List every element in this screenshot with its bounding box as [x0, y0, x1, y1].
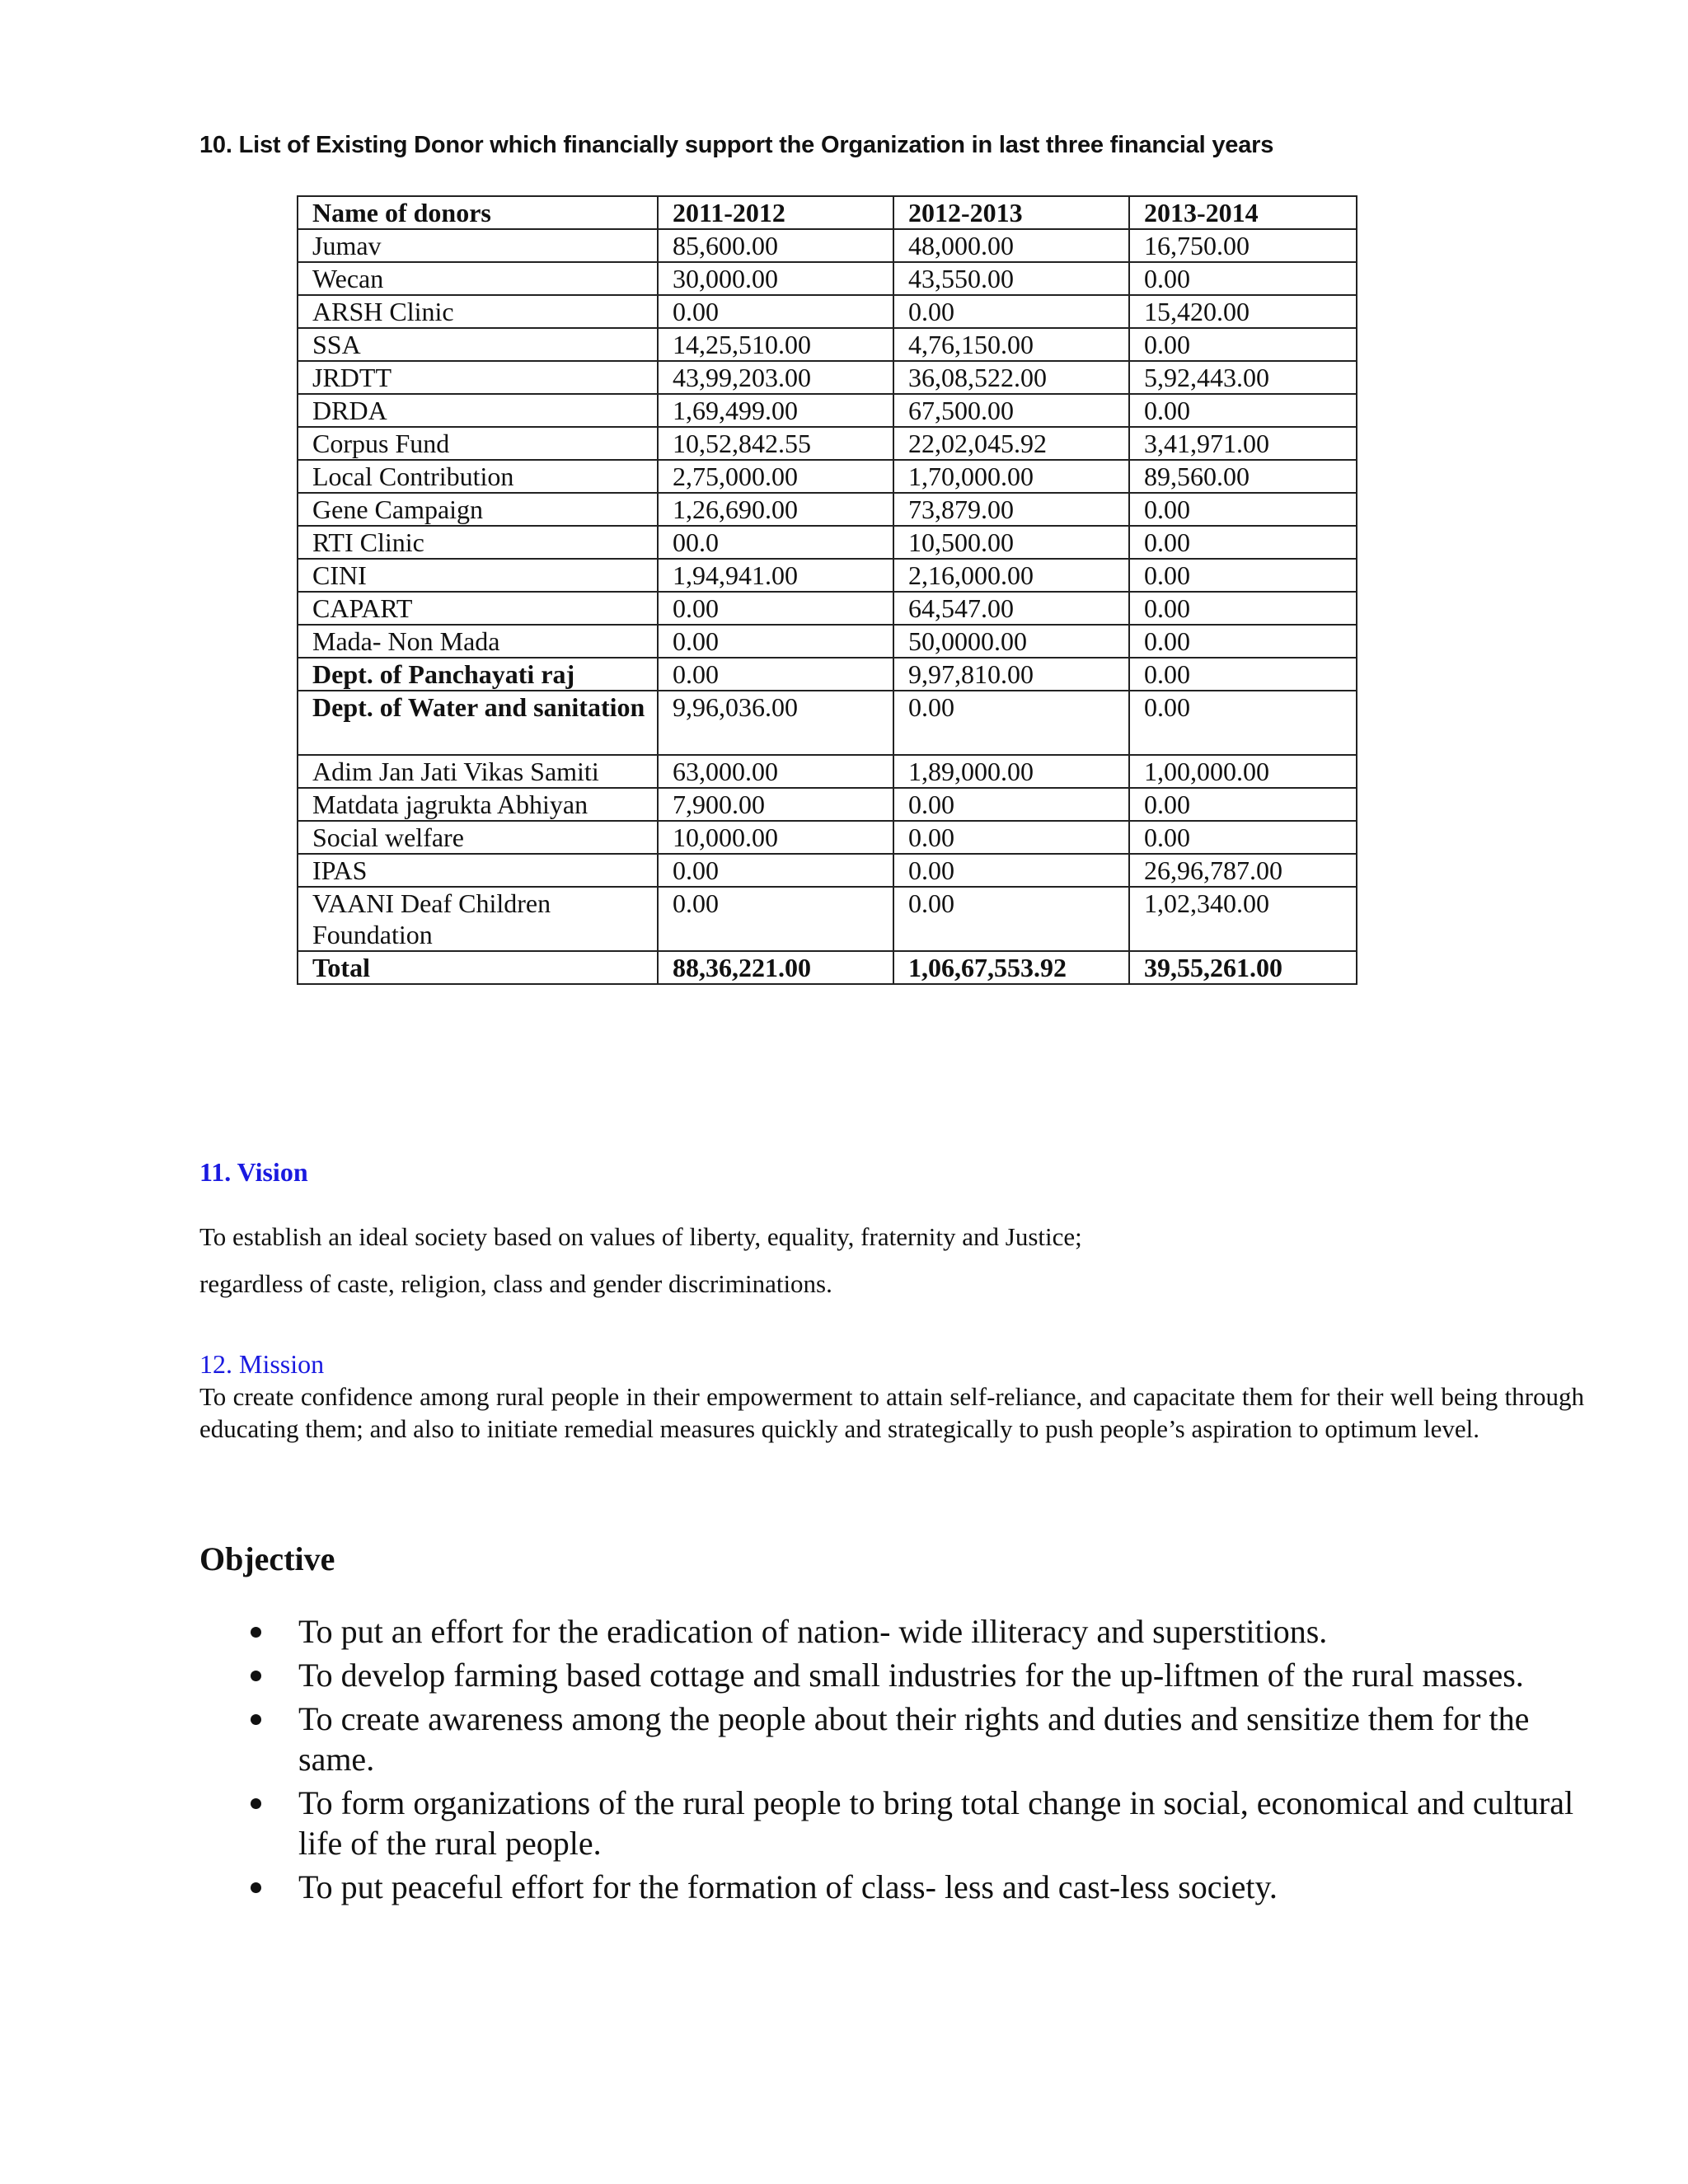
amount-2011: 85,600.00 — [658, 229, 893, 262]
table-row — [298, 394, 1357, 427]
list-item — [199, 1783, 1592, 1863]
column-header-name: Name of donors — [298, 196, 658, 229]
table-row — [298, 328, 1357, 361]
table-header-row — [298, 196, 1357, 229]
amount-2013: 15,420.00 — [1129, 295, 1357, 328]
amount-2012: 43,550.00 — [893, 262, 1129, 295]
amount-2012: 64,547.00 — [893, 592, 1129, 625]
amount-2013: 0.00 — [1129, 658, 1357, 691]
donor-name: DRDA — [298, 394, 658, 427]
amount-2012: 9,97,810.00 — [893, 658, 1129, 691]
amount-2013: 89,560.00 — [1129, 460, 1357, 493]
total-2011: 88,36,221.00 — [658, 951, 893, 984]
amount-2013: 0.00 — [1129, 592, 1357, 625]
amount-2012: 0.00 — [893, 854, 1129, 887]
amount-2013: 0.00 — [1129, 691, 1357, 755]
donor-name: CINI — [298, 559, 658, 592]
amount-2013: 0.00 — [1129, 526, 1357, 559]
objective-heading: Objective — [199, 1540, 335, 1577]
table-row — [298, 854, 1357, 887]
amount-2012: 0.00 — [893, 691, 1129, 755]
list-item — [199, 1655, 1592, 1695]
donor-name: Dept. of Water and sanitation — [298, 691, 658, 755]
amount-2012: 50,0000.00 — [893, 625, 1129, 658]
objective-text: To form organizations of the rural people to bring total change in social, economical and cultural life of the rural people. — [298, 1784, 1574, 1862]
donor-name: Dept. of Panchayati raj — [298, 658, 658, 691]
amount-2011: 1,94,941.00 — [658, 559, 893, 592]
total-label: Total — [298, 951, 658, 984]
vision-heading: 11. Vision — [199, 1157, 308, 1187]
donor-name: Matdata jagrukta Abhiyan — [298, 788, 658, 821]
amount-2012: 36,08,522.00 — [893, 361, 1129, 394]
bullet-icon — [251, 1627, 261, 1638]
table-row — [298, 755, 1357, 788]
table-row — [298, 625, 1357, 658]
list-item — [199, 1699, 1592, 1779]
amount-2013: 0.00 — [1129, 788, 1357, 821]
amount-2011: 0.00 — [658, 854, 893, 887]
amount-2013: 0.00 — [1129, 328, 1357, 361]
amount-2012: 0.00 — [893, 788, 1129, 821]
table-row — [298, 493, 1357, 526]
amount-2013: 1,00,000.00 — [1129, 755, 1357, 788]
amount-2011: 0.00 — [658, 625, 893, 658]
donor-name: RTI Clinic — [298, 526, 658, 559]
amount-2011: 63,000.00 — [658, 755, 893, 788]
amount-2012: 2,16,000.00 — [893, 559, 1129, 592]
donor-name: ARSH Clinic — [298, 295, 658, 328]
objective-text: To put an effort for the eradication of nation- wide illiteracy and superstitions. — [298, 1613, 1328, 1650]
objective-list — [199, 1611, 1592, 1910]
table-row — [298, 658, 1357, 691]
amount-2011: 9,96,036.00 — [658, 691, 893, 755]
objective-text: To put peaceful effort for the formation of class- less and cast-less society. — [298, 1868, 1278, 1905]
donor-name: Jumav — [298, 229, 658, 262]
amount-2011: 10,52,842.55 — [658, 427, 893, 460]
amount-2013: 5,92,443.00 — [1129, 361, 1357, 394]
vision-text-line-1: To establish an ideal society based on values of liberty, equality, fraternity and Justice; — [199, 1222, 1082, 1251]
table-row — [298, 262, 1357, 295]
table-row — [298, 592, 1357, 625]
amount-2013: 0.00 — [1129, 394, 1357, 427]
donor-name: Local Contribution — [298, 460, 658, 493]
donor-name: JRDTT — [298, 361, 658, 394]
amount-2011: 0.00 — [658, 887, 893, 951]
amount-2011: 2,75,000.00 — [658, 460, 893, 493]
column-header-2013: 2013-2014 — [1129, 196, 1357, 229]
amount-2012: 10,500.00 — [893, 526, 1129, 559]
table-row — [298, 788, 1357, 821]
total-2012: 1,06,67,553.92 — [893, 951, 1129, 984]
donor-name: Social welfare — [298, 821, 658, 854]
bullet-icon — [251, 1671, 261, 1681]
donor-name: IPAS — [298, 854, 658, 887]
column-header-2012: 2012-2013 — [893, 196, 1129, 229]
amount-2012: 1,89,000.00 — [893, 755, 1129, 788]
amount-2013: 1,02,340.00 — [1129, 887, 1357, 951]
objective-text: To create awareness among the people about their rights and duties and sensitize them for the same. — [298, 1700, 1530, 1778]
amount-2012: 22,02,045.92 — [893, 427, 1129, 460]
amount-2011: 1,26,690.00 — [658, 493, 893, 526]
mission-heading: 12. Mission — [199, 1349, 325, 1379]
donor-name: Gene Campaign — [298, 493, 658, 526]
list-item — [199, 1611, 1592, 1652]
table-row — [298, 887, 1357, 951]
amount-2012: 48,000.00 — [893, 229, 1129, 262]
table-row — [298, 361, 1357, 394]
amount-2011: 0.00 — [658, 592, 893, 625]
amount-2011: 30,000.00 — [658, 262, 893, 295]
table-row — [298, 691, 1357, 755]
list-item — [199, 1867, 1592, 1907]
amount-2013: 3,41,971.00 — [1129, 427, 1357, 460]
amount-2012: 73,879.00 — [893, 493, 1129, 526]
amount-2013: 26,96,787.00 — [1129, 854, 1357, 887]
table-row — [298, 460, 1357, 493]
amount-2012: 0.00 — [893, 295, 1129, 328]
amount-2012: 4,76,150.00 — [893, 328, 1129, 361]
total-2013: 39,55,261.00 — [1129, 951, 1357, 984]
amount-2013: 16,750.00 — [1129, 229, 1357, 262]
column-header-2011: 2011-2012 — [658, 196, 893, 229]
donor-name: VAANI Deaf Children Foundation — [298, 887, 658, 951]
donor-name: Corpus Fund — [298, 427, 658, 460]
amount-2012: 0.00 — [893, 821, 1129, 854]
table-total-row — [298, 951, 1357, 984]
amount-2011: 00.0 — [658, 526, 893, 559]
donor-name: Adim Jan Jati Vikas Samiti — [298, 755, 658, 788]
bullet-icon — [251, 1798, 261, 1809]
amount-2011: 43,99,203.00 — [658, 361, 893, 394]
donor-name: SSA — [298, 328, 658, 361]
donor-name: Mada- Non Mada — [298, 625, 658, 658]
amount-2013: 0.00 — [1129, 625, 1357, 658]
vision-text-line-2: regardless of caste, religion, class and gender discriminations. — [199, 1269, 832, 1298]
amount-2011: 0.00 — [658, 295, 893, 328]
amount-2012: 67,500.00 — [893, 394, 1129, 427]
mission-text: To create confidence among rural people in their empowerment to attain self-reliance, and capacitate them for their well being through educating them; and also to initiate remedial measures quickly and strategically to push people’s aspiration to optimum level. — [199, 1382, 1584, 1443]
amount-2013: 0.00 — [1129, 493, 1357, 526]
table-row — [298, 427, 1357, 460]
amount-2012: 0.00 — [893, 887, 1129, 951]
table-row — [298, 229, 1357, 262]
section-10-heading: 10. List of Existing Donor which financially support the Organization in last three financial years — [199, 132, 1274, 158]
amount-2013: 0.00 — [1129, 262, 1357, 295]
donor-name: CAPART — [298, 592, 658, 625]
table-row — [298, 295, 1357, 328]
donor-table — [297, 195, 1357, 985]
amount-2011: 14,25,510.00 — [658, 328, 893, 361]
bullet-icon — [251, 1882, 261, 1893]
amount-2011: 7,900.00 — [658, 788, 893, 821]
objective-text: To develop farming based cottage and small industries for the up-liftmen of the rural masses. — [298, 1657, 1524, 1694]
donor-name: Wecan — [298, 262, 658, 295]
table-row — [298, 559, 1357, 592]
amount-2011: 1,69,499.00 — [658, 394, 893, 427]
amount-2011: 0.00 — [658, 658, 893, 691]
amount-2013: 0.00 — [1129, 559, 1357, 592]
amount-2013: 0.00 — [1129, 821, 1357, 854]
table-row — [298, 821, 1357, 854]
amount-2011: 10,000.00 — [658, 821, 893, 854]
table-row — [298, 526, 1357, 559]
amount-2012: 1,70,000.00 — [893, 460, 1129, 493]
bullet-icon — [251, 1714, 261, 1725]
